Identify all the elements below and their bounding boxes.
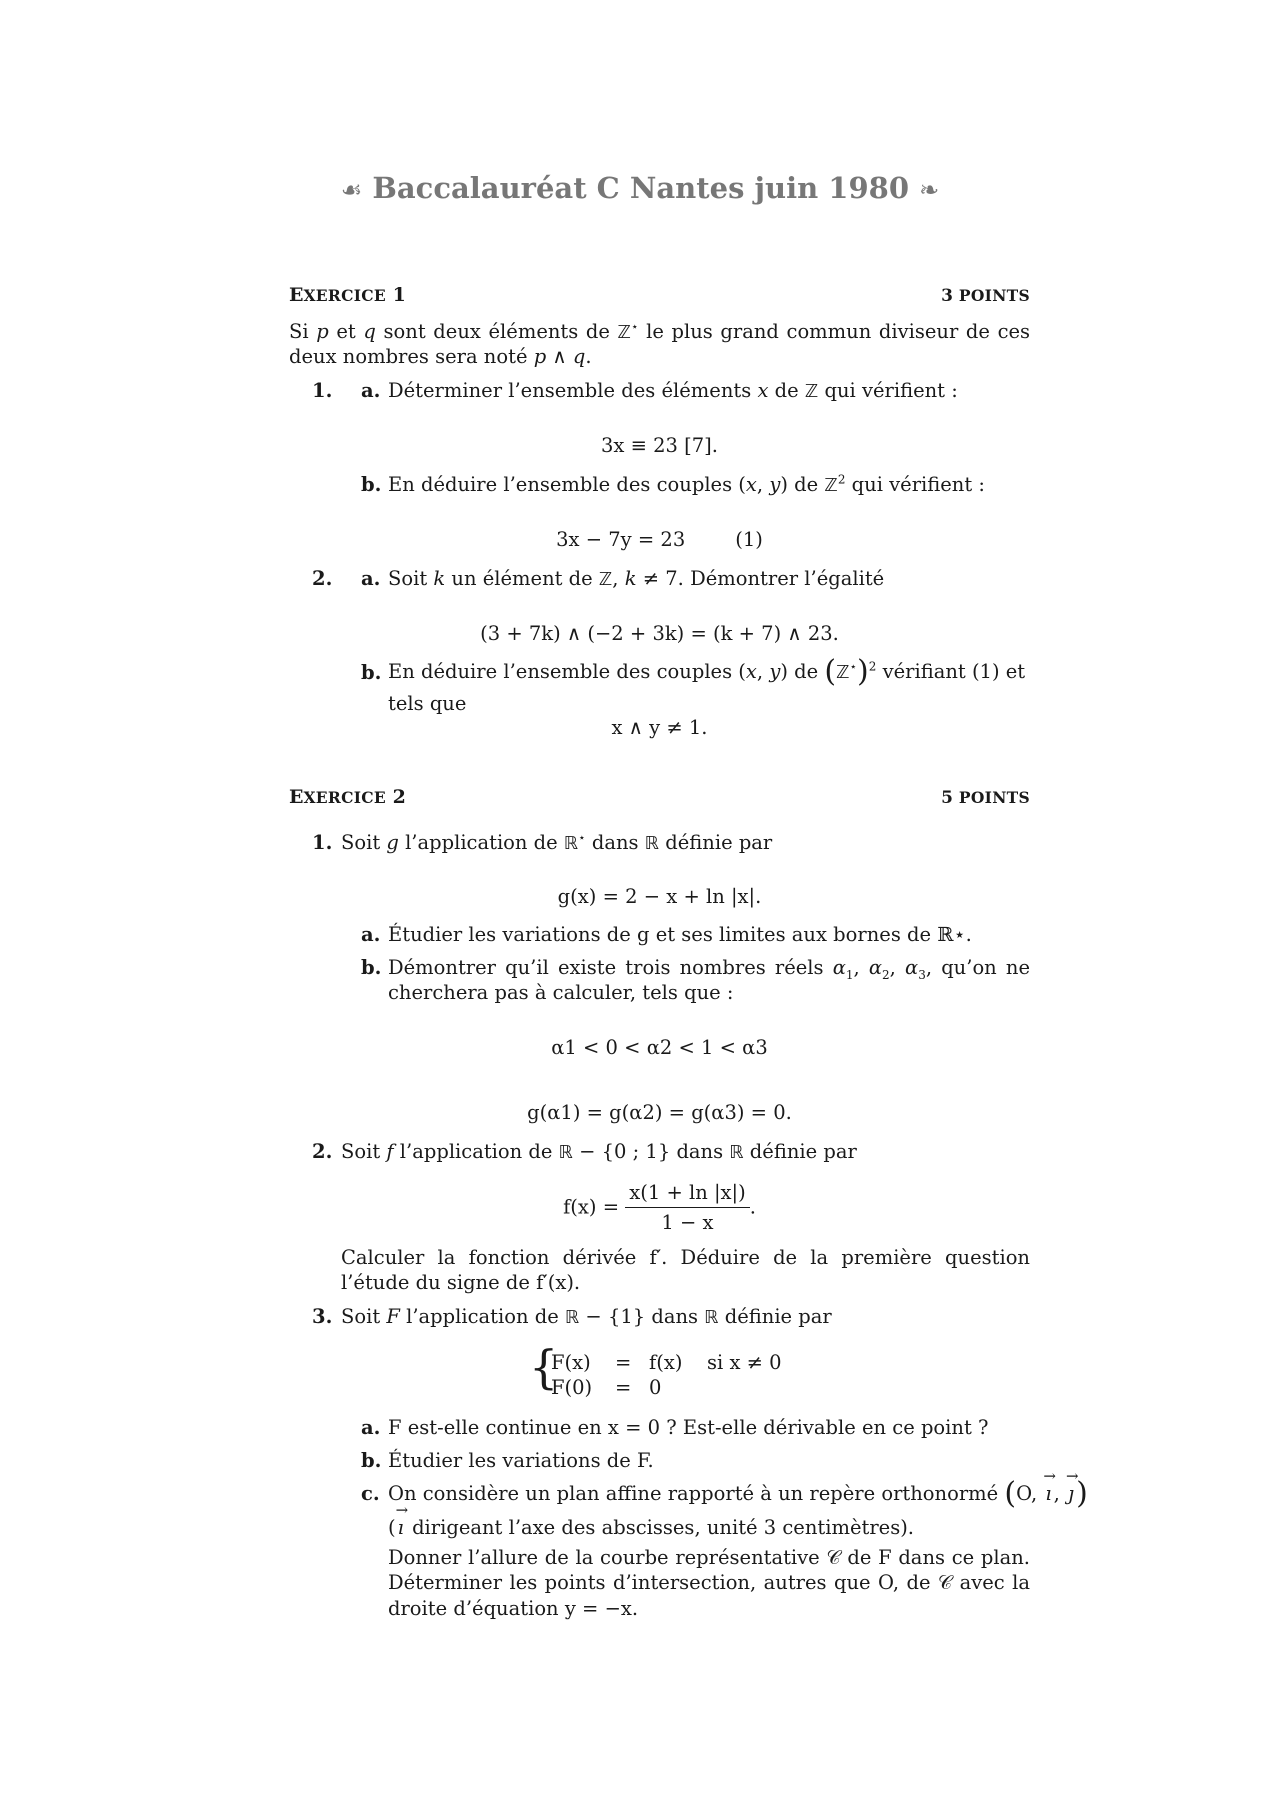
ex1-q1b-formula: 3x − 7y = 23 (1) <box>556 528 763 551</box>
ex2-q3a-text: F est-elle continue en x = 0 ? Est-elle dérivable en ce point ? <box>388 1416 989 1439</box>
ex1-q1a-formula: 3x ≡ 23 [7]. <box>601 434 718 457</box>
ex2-q3a-label: a. <box>361 1416 381 1439</box>
ex2-q1b-label: b. <box>361 956 382 979</box>
ex2-q2-formula: f(x) = $\frac{x(1 + \ln |x|)}{1 - x}$ . <box>563 1181 756 1235</box>
ex1-q2-number: 2. <box>312 567 333 590</box>
ex2-q3-text: Soit F l’application de ℝ − {1} dans ℝ définie par <box>341 1305 832 1328</box>
ex2-q3b-label: b. <box>361 1449 382 1472</box>
system-r1: f(x) <box>649 1351 683 1374</box>
ex1-q2a-text: Soit k un élément de ℤ, k ≠ 7. Démontrer l’égalité <box>388 567 885 590</box>
ex2-q3c-text-3: Donner l’allure de la courbe représentative 𝒞 de F dans ce plan. Déterminer les points d’intersection, autres que O, de 𝒞 avec la droite d’équation y = −x. <box>388 1546 1030 1620</box>
ex2-q2-number: 2. <box>312 1140 333 1163</box>
system-eq2: = <box>615 1376 632 1399</box>
ex1-q2b-text: En déduire l’ensemble des couples (x, y) de (ℤ⋆)$^2$ vérifiant (1) et tels que <box>388 654 1026 715</box>
exercise-2-header <box>289 785 1030 810</box>
ex2-q3c-text-1: On considère un plan affine rapporté à un repère orthonormé (O, → ı , → ȷ) <box>388 1474 1030 1513</box>
ex2-q1a-label: a. <box>361 923 381 946</box>
ex1-q1b-label: b. <box>361 473 382 496</box>
ex2-q3c-text-2: (→ ı dirigeant l’axe des abscisses, unité 3 centimètres). <box>388 1515 1030 1540</box>
exercise-1-intro: Si p et q sont deux éléments de ℤ⋆ le plus grand commun diviseur de ces deux nombres sera noté p ∧ q. <box>289 319 1031 369</box>
ex2-q1b-formula-2: g(α1) = g(α2) = g(α3) = 0. <box>527 1101 792 1124</box>
system-l1: F(x) <box>551 1351 591 1374</box>
page-title <box>0 170 1280 208</box>
system-eq1: = <box>615 1351 632 1374</box>
exercise-2-points: 5 POINTS <box>941 788 1030 808</box>
system-c1: si x ≠ 0 <box>707 1351 782 1374</box>
ornament-left-icon: ☙ <box>340 176 363 204</box>
ex1-q2b-formula: x ∧ y ≠ 1. <box>611 716 708 739</box>
ex2-q1-formula: g(x) = 2 − x + ln |x|. <box>557 885 762 908</box>
ex1-q1b-text: En déduire l’ensemble des couples (x, y) de ℤ$^2$ qui vérifient : <box>388 472 985 496</box>
ex2-q1-number: 1. <box>312 831 333 854</box>
ex2-q2-text: Soit f l’application de ℝ − {0 ; 1} dans ℝ définie par <box>341 1140 857 1163</box>
ex1-q2b-label: b. <box>361 661 382 684</box>
ex2-q3-number: 3. <box>312 1305 333 1328</box>
ex2-q2-fraction: $\frac{x(1 + \ln |x|)}{1 - x}$ <box>625 1180 750 1236</box>
system-brace: { <box>529 1340 559 1394</box>
ex2-q3b-text: Étudier les variations de F. <box>388 1449 654 1472</box>
title-text: Baccalauréat C Nantes juin 1980 <box>372 171 910 205</box>
ex2-q1b-text: Démontrer qu’il existe trois nombres réels $\alpha_1$, $\alpha_2$, $\alpha_3$, qu’on ne cherchera pas à calculer, tels que : <box>388 956 1030 1005</box>
system-r2: 0 <box>649 1376 662 1399</box>
ex1-q1-number: 1. <box>312 379 333 402</box>
exercise-1-header <box>289 283 1030 308</box>
ex1-q2a-label: a. <box>361 567 381 590</box>
ex1-q1a-text: Déterminer l’ensemble des éléments x de ℤ qui vérifient : <box>388 379 958 402</box>
ex2-q1a-text: Étudier les variations de g et ses limites aux bornes de ℝ⋆. <box>388 923 972 946</box>
exercise-1-title: EXERCICE 1 <box>289 284 406 306</box>
exercise-2-title: EXERCICE 2 <box>289 786 406 808</box>
ex2-q1b-formula-1: α1 < 0 < α2 < 1 < α3 <box>551 1036 768 1059</box>
ex2-q3c-label: c. <box>361 1482 380 1505</box>
ex2-q1-text: Soit g l’application de ℝ⋆ dans ℝ définie par <box>341 830 773 854</box>
ex1-q1a-label: a. <box>361 379 381 402</box>
ex1-q2a-formula: (3 + 7k) ∧ (−2 + 3k) = (k + 7) ∧ 23. <box>480 622 839 645</box>
ornament-right-icon: ❧ <box>919 176 940 204</box>
system-l2: F(0) <box>551 1376 593 1399</box>
ex2-q2-text-2: Calculer la fonction dérivée f′. Déduire de la première question l’étude du signe de f′(x). <box>341 1246 1030 1295</box>
exercise-1-points: 3 POINTS <box>941 286 1030 306</box>
